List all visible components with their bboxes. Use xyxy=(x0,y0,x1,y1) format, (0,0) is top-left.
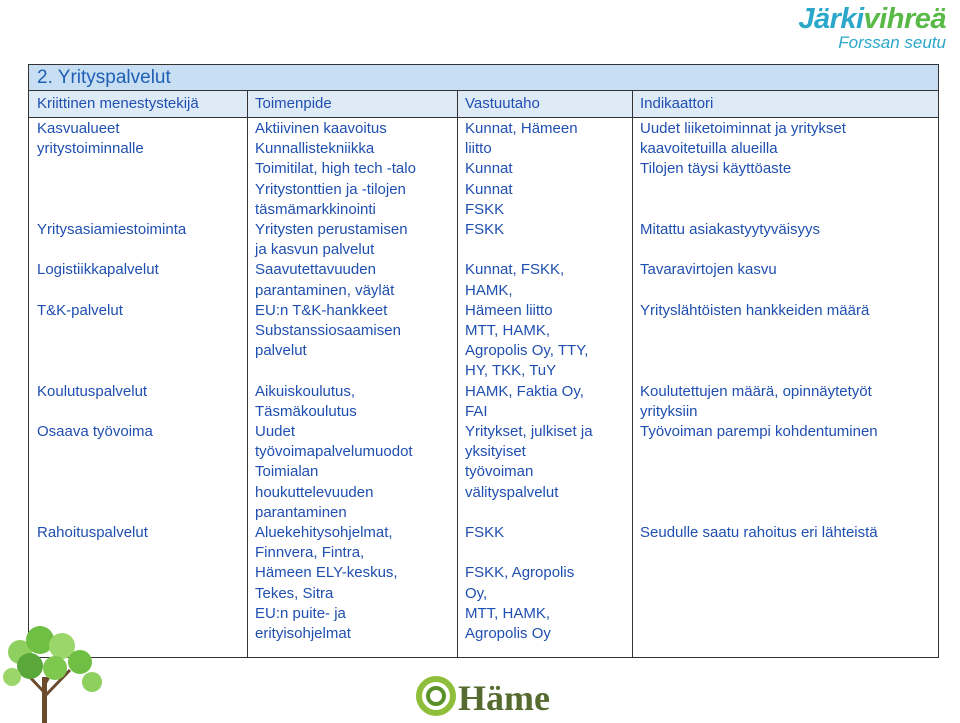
cell-line: Rahoituspalvelut xyxy=(37,524,148,542)
cell-line xyxy=(640,361,878,381)
cell-line: MTT, HAMK, xyxy=(465,322,550,340)
cell-line: Toimialan xyxy=(255,463,319,481)
logo-brand-green: vihreä xyxy=(863,3,946,35)
cell-line: Yritysten perustamisen xyxy=(255,221,408,239)
cell-line: yritystoiminnalle xyxy=(37,140,144,158)
cell-line: työvoimapalvelumuodot xyxy=(255,443,413,461)
cell-line xyxy=(640,321,878,341)
header-success-factor: Kriittinen menestystekijä xyxy=(37,95,199,112)
cell-line xyxy=(640,240,878,260)
cell-line xyxy=(37,483,186,503)
cell-line: FSKK, Agropolis xyxy=(465,564,575,582)
cell-line: Aikuiskoulutus, xyxy=(255,382,356,400)
cell-line xyxy=(37,200,186,220)
cell-line xyxy=(640,442,878,462)
cell-line: FAI xyxy=(465,402,488,420)
cell-line: Aluekehitysohjelmat, xyxy=(255,524,393,542)
cell-line xyxy=(37,462,186,482)
cell-line: T&K-palvelut xyxy=(37,301,123,319)
cell-line: Uudet xyxy=(255,423,296,441)
cell-line: liitto xyxy=(465,140,492,158)
cell-line: Osaava työvoima xyxy=(37,423,153,441)
cell-line: Täsmäkoulutus xyxy=(255,402,357,420)
cell-line xyxy=(37,321,186,341)
cell-line xyxy=(37,341,186,361)
hame-logo-text: Häme xyxy=(458,678,550,718)
cell-line: Hämeen ELY-keskus, xyxy=(255,564,398,582)
cell-line: Kunnat, Hämeen xyxy=(465,120,578,137)
cell-line xyxy=(465,240,593,260)
cell-line: parantaminen, väylät xyxy=(255,281,395,299)
cell-line: Mitattu asiakastyytyväisyys xyxy=(640,221,821,239)
cell-line xyxy=(465,503,593,523)
cell-line xyxy=(465,543,593,563)
cell-line: Saavutettavuuden xyxy=(255,261,376,279)
cell-line xyxy=(37,180,186,200)
cell-line: houkuttelevuuden xyxy=(255,483,374,501)
hame-logo xyxy=(414,672,559,720)
cell-line xyxy=(37,503,186,523)
table-header-row xyxy=(29,91,938,118)
logo-subtitle: Forssan seutu xyxy=(838,33,946,52)
cell-line: Seudulle saatu rahoitus eri lähteistä xyxy=(640,524,878,542)
cell-line: Logistiikkapalvelut xyxy=(37,261,159,279)
cell-line: Yritystonttien ja -tilojen xyxy=(255,180,406,198)
cell-line xyxy=(640,462,878,482)
cell-line xyxy=(640,483,878,503)
cell-line: Agropolis Oy xyxy=(465,625,551,643)
cell-line: Tavaravirtojen kasvu xyxy=(640,261,777,279)
column-responsible xyxy=(465,119,593,644)
cell-line: Kunnallistekniikka xyxy=(255,140,375,158)
table-title: 2. Yrityspalvelut xyxy=(29,65,938,91)
services-table xyxy=(28,64,939,658)
cell-line: palvelut xyxy=(255,342,307,360)
cell-line: FSKK xyxy=(465,200,505,218)
cell-line: Yritykset, julkiset ja xyxy=(465,423,593,441)
cell-line: Työvoiman parempi kohdentuminen xyxy=(640,423,878,441)
cell-line: Tilojen täysi käyttöaste xyxy=(640,160,792,178)
cell-line: Finnvera, Fintra, xyxy=(255,544,365,562)
cell-line: EU:n puite- ja xyxy=(255,604,346,622)
cell-line: FSKK xyxy=(465,524,505,542)
cell-line: Substanssiosaamisen xyxy=(255,322,401,340)
cell-line: täsmämarkkinointi xyxy=(255,200,376,218)
column-success-factors xyxy=(37,119,186,543)
cell-line: Tekes, Sitra xyxy=(255,584,334,602)
cell-line: Koulutuspalvelut xyxy=(37,382,148,400)
cell-line: EU:n T&K-hankkeet xyxy=(255,301,388,319)
cell-line xyxy=(255,361,416,381)
cell-line: parantaminen xyxy=(255,503,347,521)
cell-line: yrityksiin xyxy=(640,402,698,420)
header-indicator: Indikaattori xyxy=(640,95,714,112)
cell-line: Toimitilat, high tech -talo xyxy=(255,160,416,178)
header-responsible: Vastuutaho xyxy=(465,95,540,112)
cell-line: HAMK, xyxy=(465,281,513,299)
cell-line: Yritysasiamiestoiminta xyxy=(37,221,187,239)
cell-line: ja kasvun palvelut xyxy=(255,241,375,259)
cell-line xyxy=(640,503,878,523)
cell-line xyxy=(640,341,878,361)
cell-line: Kasvualueet xyxy=(37,120,120,137)
logo-brand-blue: Järki xyxy=(798,3,864,35)
cell-line: HY, TKK, TuY xyxy=(465,362,557,380)
cell-line: kaavoitetuilla alueilla xyxy=(640,140,778,158)
cell-line: yksityiset xyxy=(465,443,526,461)
cell-line: HAMK, Faktia Oy, xyxy=(465,382,584,400)
cell-line xyxy=(640,281,878,301)
cell-line: Koulutettujen määrä, opinnäytetyöt xyxy=(640,382,872,400)
header-action: Toimenpide xyxy=(255,95,332,112)
column-indicators xyxy=(640,119,878,543)
jarkivihrea-logo xyxy=(798,2,946,52)
cell-line: Kunnat, FSKK, xyxy=(465,261,565,279)
cell-line: Kunnat xyxy=(465,160,513,178)
cell-line xyxy=(37,281,186,301)
cell-line: Hämeen liitto xyxy=(465,301,553,319)
cell-line: FSKK xyxy=(465,221,505,239)
column-divider xyxy=(247,91,248,657)
cell-line xyxy=(37,402,186,422)
cell-line xyxy=(37,442,186,462)
column-divider xyxy=(457,91,458,657)
cell-line: Aktiivinen kaavoitus xyxy=(255,120,387,137)
cell-line: MTT, HAMK, xyxy=(465,604,550,622)
cell-line xyxy=(37,240,186,260)
cell-line: erityisohjelmat xyxy=(255,625,351,643)
column-actions xyxy=(255,119,416,644)
cell-line: Uudet liiketoiminnat ja yritykset xyxy=(640,120,846,137)
cell-line: Kunnat xyxy=(465,180,513,198)
column-divider xyxy=(632,91,633,657)
cell-line: Agropolis Oy, TTY, xyxy=(465,342,589,360)
tree-illustration xyxy=(0,622,110,723)
cell-line: Oy, xyxy=(465,584,488,602)
cell-line xyxy=(640,180,878,200)
cell-line: Yrityslähtöisten hankkeiden määrä xyxy=(640,301,870,319)
cell-line xyxy=(37,361,186,381)
cell-line: työvoiman xyxy=(465,463,534,481)
cell-line xyxy=(37,159,186,179)
cell-line: välityspalvelut xyxy=(465,483,559,501)
cell-line xyxy=(640,200,878,220)
